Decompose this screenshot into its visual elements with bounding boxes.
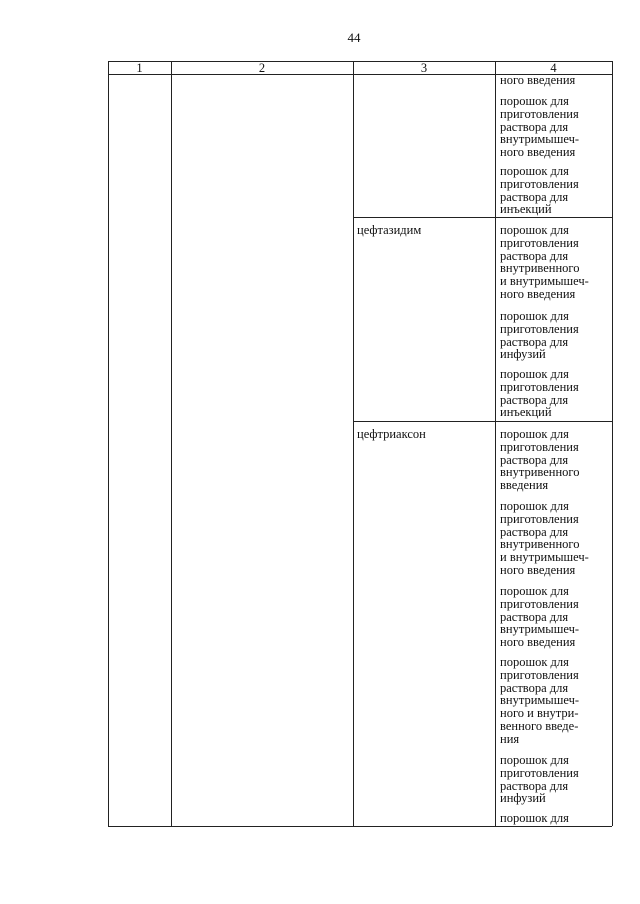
column-header-1: 1 — [136, 61, 143, 75]
column-divider-2-3 — [353, 61, 354, 826]
column-divider-1-2 — [171, 61, 172, 826]
row-divider-ceftazidime — [353, 217, 612, 218]
dosage-form: порошок для приготовления раствора для инъекций — [500, 367, 579, 420]
dosage-form: порошок для приготовления раствора для внутримышеч- ного и внутри- венного введе- ния — [500, 655, 580, 746]
dosage-form: порошок для приготовления раствора для инфузий — [500, 309, 579, 362]
dosage-form-continuation: ного введения — [500, 73, 576, 87]
dosage-form: порошок для приготовления раствора для инфузий — [500, 753, 579, 806]
table-right-border — [612, 61, 613, 826]
dosage-form: порошок для приготовления раствора для внутривенного и внутримышеч- ного введения — [500, 499, 589, 577]
dosage-form: порошок для приготовления раствора для внутримышеч- ного введения — [500, 584, 580, 650]
table-bottom-border — [108, 826, 612, 827]
page-number: 44 — [347, 30, 361, 45]
dosage-form: порошок для приготовления раствора для инъекций — [500, 164, 579, 217]
dosage-form: порошок для приготовления раствора для внутривенного и внутримышеч- ного введения — [500, 223, 589, 301]
row-divider-ceftriaxone — [353, 421, 612, 422]
dosage-form: порошок для приготовления раствора для внутривенного введения — [500, 427, 580, 493]
column-header-4: 4 — [550, 61, 557, 75]
table-left-border — [108, 61, 109, 826]
dosage-form: порошок для — [500, 811, 569, 825]
dosage-form: порошок для приготовления раствора для внутримышеч- ного введения — [500, 94, 580, 160]
drug-name-ceftriaxone: цефтриаксон — [357, 427, 426, 441]
drug-name-ceftazidime: цефтазидим — [357, 223, 422, 237]
column-header-3: 3 — [420, 61, 428, 75]
column-divider-3-4 — [495, 61, 496, 826]
column-header-2: 2 — [258, 61, 266, 75]
